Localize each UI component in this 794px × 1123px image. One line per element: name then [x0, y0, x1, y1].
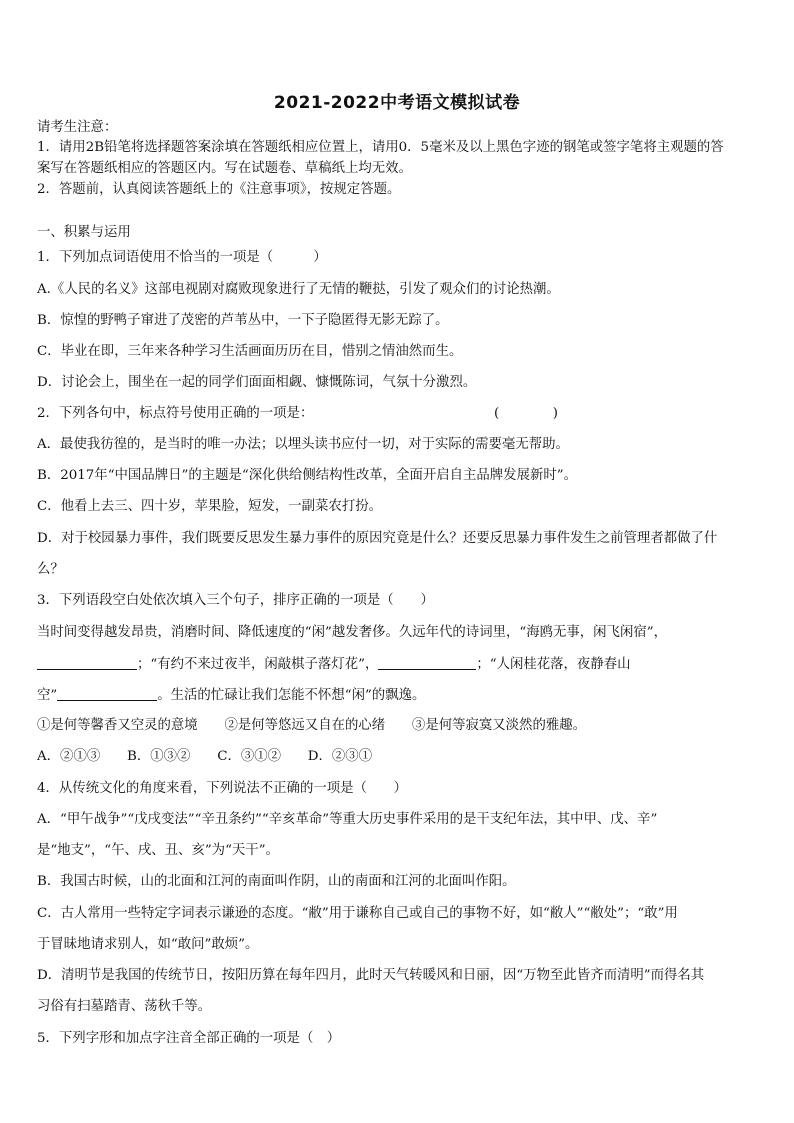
question-2-option-d-line-1: D．对于校园暴力事件，我们既要反思发生暴力事件的原因究竟是什么？还要反思暴力事件发生之前管理者都做了什	[37, 531, 718, 546]
question-3-sentences: ①是何等馨香又空灵的意境 ②是何等悠远又自在的心绪 ③是何等寂寞又淡然的雅趣。	[37, 718, 587, 733]
question-5-stem: 5．下列字形和加点字注音全部正确的一项是（ ）	[37, 1031, 341, 1046]
question-1-option-d: D．讨论会上，围坐在一起的同学们面面相觑、慷慨陈词，气氛十分激烈。	[37, 375, 477, 390]
question-3-text-line-3	[37, 686, 425, 705]
question-4-option-a-line-1: A．“甲午战争”“戊戌变法”“辛丑条约”“辛亥革命”等重大历史事件采用的是干支纪年法，其中甲、戊、辛”	[37, 812, 658, 827]
question-2-answer-paren: ( )	[494, 406, 559, 421]
fill-blank-3[interactable]	[57, 686, 157, 701]
question-4-option-b: B．我国古时候，山的北面和江河的南面叫作阴，山的南面和江河的北面叫作阳。	[37, 874, 516, 889]
question-3-text-line-3-start: 空”	[37, 688, 58, 703]
question-4-option-d-line-1: D．清明节是我国的传统节日，按阳历算在每年四月，此时天气转暖风和日丽，因“万物至此皆齐而清明”而得名其	[37, 968, 705, 983]
notice-item-1-line-2: 案写在答题纸相应的答题区内。写在试题卷、草稿纸上均无效。	[37, 161, 412, 176]
question-3-options: A．②①③ B．①③② C．③①② D．②③①	[37, 749, 373, 764]
question-1-option-a: A.《人民的名义》这部电视剧对腐败现象进行了无情的鞭挞，引发了观众们的讨论热潮。	[37, 282, 560, 297]
notice-item-2: 2．答题前，认真阅读答题纸上的《注意事项》，按规定答题。	[37, 182, 401, 197]
question-2-option-a: A．最使我彷徨的，是当时的唯一办法；以埋头读书应付一切，对于实际的需要毫无帮助。	[37, 437, 569, 452]
question-4-option-c-line-2: 于冒昧地请求别人，如“敢问”敢烦”。	[37, 937, 259, 952]
fill-blank-1[interactable]	[37, 655, 137, 670]
question-3-text-line-2	[37, 655, 631, 674]
question-2-option-b: B．2017年“中国品牌日”的主题是“深化供给侧结构性改革，全面开启自主品牌发展新时”。	[37, 468, 577, 483]
question-3-text-line-2-mid: ；“有约不来过夜半，闲敲棋子落灯花”，	[137, 657, 379, 672]
notice-item-1-line-1: 1．请用2B铅笔将选择题答案涂填在答题纸相应位置上，请用0．5毫米及以上黑色字迹的钢笔或签字笔将主观题的答	[37, 140, 724, 155]
question-1-option-b: B．惊惶的野鸭子窜进了茂密的芦苇丛中，一下子隐匿得无影无踪了。	[37, 313, 449, 328]
question-1-stem: 1．下列加点词语使用不恰当的一项是（ ）	[37, 250, 327, 265]
question-2-option-d-line-2: 么？	[37, 562, 64, 577]
question-4-option-d-line-2: 习俗有扫墓踏青、荡秋千等。	[37, 999, 212, 1014]
fill-blank-2[interactable]	[378, 655, 476, 670]
question-4-option-a-line-2: 是“地支”，“午、戌、丑、亥”为“天干”。	[37, 843, 279, 858]
notice-heading: 请考生注意：	[37, 120, 118, 135]
question-2-stem: 2．下列各句中，标点符号使用正确的一项是：	[37, 406, 314, 421]
question-1-option-c: C．毕业在即，三年来各种学习生活画面历历在目，惜别之情油然而生。	[37, 344, 463, 359]
section-heading: 一、积累与运用	[37, 225, 131, 240]
question-3-text-line-1: 当时间变得越发昂贵，消磨时间、降低速度的“闲”越发奢侈。久远年代的诗词里，“海鸥无事，闲飞闲宿”，	[37, 625, 667, 640]
question-3-stem: 3．下列语段空白处依次填入三个句子，排序正确的一项是（ ）	[37, 593, 434, 608]
question-3-text-line-2-end: ；“人闲桂花落，夜静春山	[476, 657, 631, 672]
question-3-text-line-3-end: 。生活的忙碌让我们怎能不怀想“闲”的飘逸。	[157, 688, 426, 703]
page-title: 2021-2022中考语文模拟试卷	[273, 93, 521, 113]
question-2-option-c: C．他看上去三、四十岁，苹果脸，短发，一副菜农打扮。	[37, 499, 383, 514]
question-4-stem: 4．从传统文化的角度来看，下列说法不正确的一项是（ ）	[37, 781, 408, 796]
question-4-option-c-line-1: C．古人常用一些特定字词表示谦逊的态度。“敝”用于谦称自己或自己的事物不好，如“敝人”“敝处”；“敢”用	[37, 906, 678, 921]
